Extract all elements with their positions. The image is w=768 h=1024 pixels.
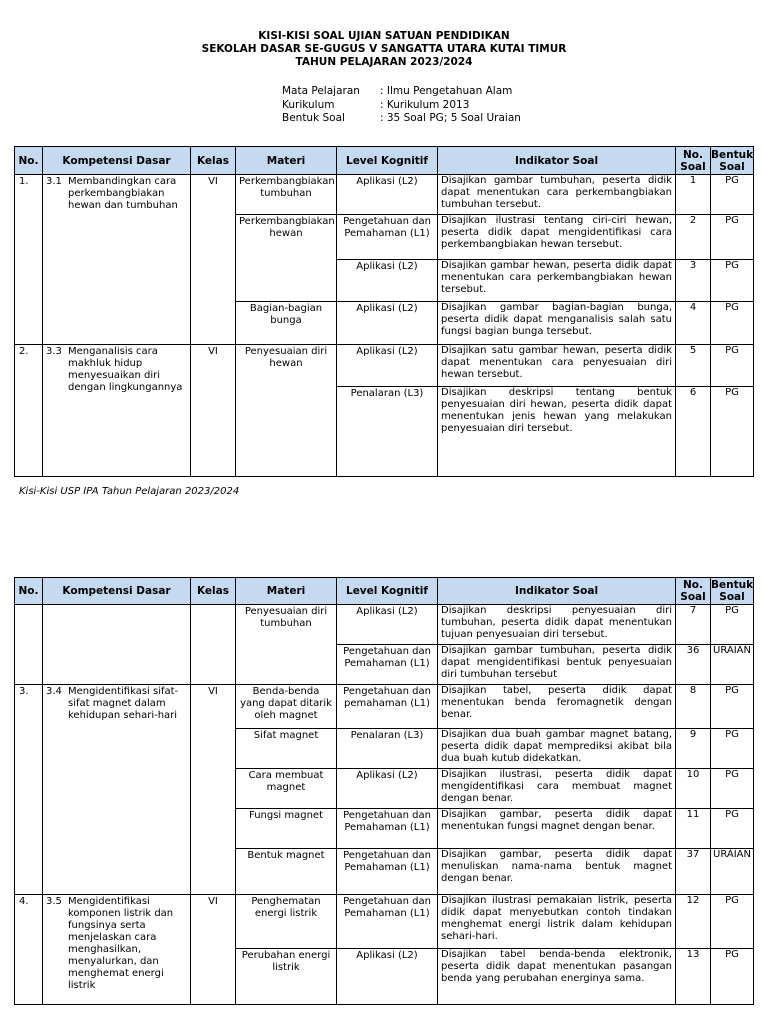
level-cell: Pengetahuan dan pemahaman (L1) <box>337 685 438 729</box>
level-cell: Aplikasi (L2) <box>337 949 438 1005</box>
bentuk-soal-cell: URAIAN <box>711 849 754 895</box>
table-row <box>15 345 754 387</box>
no-soal-cell: 3 <box>676 260 711 302</box>
meta-row-curriculum <box>282 99 521 113</box>
no-soal-cell: 12 <box>676 895 711 949</box>
level-cell: Pengetahuan dan Pemahaman (L1) <box>337 895 438 949</box>
materi-cell: Fungsi magnet <box>236 809 337 849</box>
col-header-bentuk-soal <box>711 147 754 175</box>
no-soal-cell: 10 <box>676 769 711 809</box>
bentuk-soal-cell: PG <box>711 949 754 1005</box>
document-title: KISI-KISI SOAL UJIAN SATUAN PENDIDIKAN <box>258 30 510 42</box>
col-header-kelas: Kelas <box>191 147 236 175</box>
no-soal-cell: 1 <box>676 175 711 215</box>
bentuk-soal-cell: PG <box>711 895 754 949</box>
kd-text: Menganalisis cara makhluk hidup menyesuaikan diri dengan lingkungannya <box>68 346 183 393</box>
row-number: 3. <box>15 685 43 895</box>
meta-row-question-format <box>282 112 521 126</box>
meta-value: : Ilmu Pengetahuan Alam <box>380 85 513 97</box>
no-soal-cell: 9 <box>676 729 711 769</box>
bentuk-soal-cell: PG <box>711 809 754 849</box>
kd-number: 3.5 <box>46 896 62 907</box>
col-header-indikator-soal: Indikator Soal <box>438 578 676 605</box>
kelas-cell: VI <box>191 345 236 477</box>
col-header-line: Soal <box>680 591 706 603</box>
level-cell: Aplikasi (L2) <box>337 345 438 387</box>
meta-label: Kurikulum <box>282 98 335 111</box>
level-cell: Pengetahuan dan Pemahaman (L1) <box>337 645 438 685</box>
col-header-kelas: Kelas <box>191 578 236 605</box>
col-header-line: Soal <box>719 591 745 603</box>
kelas-cell <box>191 605 236 685</box>
materi-cell: Penyesuaian diri tumbuhan <box>236 605 337 685</box>
bentuk-soal-cell: URAIAN <box>711 645 754 685</box>
bentuk-soal-cell: PG <box>711 729 754 769</box>
materi-cell: Perubahan energi listrik <box>236 949 337 1005</box>
meta-label: Bentuk Soal <box>282 112 345 124</box>
table-row <box>15 175 754 215</box>
kompetensi-dasar-cell <box>43 345 191 477</box>
kelas-cell: VI <box>191 895 236 1005</box>
row-number <box>15 605 43 685</box>
school-year: TAHUN PELAJARAN 2023/2024 <box>295 56 473 68</box>
indikator-cell: Disajikan gambar hewan, peserta didik dapat menentukan cara perkembangbiakan hewan tersebut. <box>438 260 676 302</box>
kompetensi-dasar-cell <box>43 175 191 345</box>
row-number: 1. <box>15 175 43 345</box>
materi-cell: Bentuk magnet <box>236 849 337 895</box>
col-header-materi: Materi <box>236 147 337 175</box>
bentuk-soal-cell: PG <box>711 685 754 729</box>
no-soal-cell: 8 <box>676 685 711 729</box>
no-soal-cell: 4 <box>676 302 711 345</box>
kompetensi-dasar-cell <box>43 895 191 1005</box>
table-row <box>15 895 754 949</box>
no-soal-cell: 37 <box>676 849 711 895</box>
table-row <box>15 605 754 645</box>
materi-cell: Penyesuaian diri hewan <box>236 345 337 477</box>
indikator-cell: Disajikan ilustrasi pemakaian listrik, peserta didik dapat menyebutkan contoh tindakan menghemat energi listrik dalam kehidupan sehari-hari. <box>438 895 676 949</box>
col-header-no-soal <box>676 578 711 605</box>
col-header-line: No. <box>683 148 703 161</box>
school-name: SEKOLAH DASAR SE-GUGUS V SANGATTA UTARA KUTAI TIMUR <box>201 43 567 55</box>
row-number: 4. <box>15 895 43 1005</box>
no-soal-cell: 2 <box>676 215 711 260</box>
col-header-line: No. <box>683 579 703 591</box>
bentuk-soal-cell: PG <box>711 175 754 215</box>
document-header <box>0 30 768 69</box>
col-header-bentuk-soal <box>711 578 754 605</box>
materi-cell: Perkembangbiakan hewan <box>236 215 337 302</box>
level-cell: Aplikasi (L2) <box>337 175 438 215</box>
kd-text: Mengidentifikasi komponen listrik dan fungsinya serta menjelaskan cara menghasilkan, menyalurkan, dan menghemat energi listrik <box>68 896 174 991</box>
no-soal-cell: 11 <box>676 809 711 849</box>
indikator-cell: Disajikan dua buah gambar magnet batang, peserta didik dapat memprediksi akibat bila dua buah kutub didekatkan. <box>438 729 676 769</box>
kd-number: 3.3 <box>46 346 62 357</box>
level-cell: Penalaran (L3) <box>337 387 438 477</box>
indikator-cell: Disajikan deskripsi tentang bentuk penyesuaian diri hewan, peserta didik dapat menentukan jenis hewan yang melakukan penyesuaian diri tersebut. <box>438 387 676 477</box>
kelas-cell: VI <box>191 685 236 895</box>
no-soal-cell: 36 <box>676 645 711 685</box>
level-cell: Aplikasi (L2) <box>337 769 438 809</box>
col-header-no: No. <box>15 147 43 175</box>
grid-table-1 <box>14 146 754 477</box>
footer-note: Kisi-Kisi USP IPA Tahun Pelajaran 2023/2024 <box>19 486 240 497</box>
indikator-cell: Disajikan tabel, peserta didik dapat menentukan benda feromagnetik dengan benar. <box>438 685 676 729</box>
bentuk-soal-cell: PG <box>711 302 754 345</box>
kd-text: Membandingkan cara perkembangbiakan hewan dan tumbuhan <box>68 176 178 211</box>
table-row <box>15 685 754 729</box>
meta-row-subject <box>282 85 521 99</box>
materi-cell: Bagian-bagian bunga <box>236 302 337 345</box>
materi-cell: Penghematan energi listrik <box>236 895 337 949</box>
indikator-cell: Disajikan ilustrasi, peserta didik dapat mengidentifikasi cara membuat magnet dengan benar. <box>438 769 676 809</box>
kelas-cell: VI <box>191 175 236 345</box>
level-cell: Pengetahuan dan Pemahaman (L1) <box>337 849 438 895</box>
indikator-cell: Disajikan gambar tumbuhan, peserta didik dapat mengidentifikasi bentuk penyesuaian diri tumbuhan tersebut <box>438 645 676 685</box>
header-row <box>15 147 754 175</box>
kompetensi-dasar-cell <box>43 685 191 895</box>
materi-cell: Sifat magnet <box>236 729 337 769</box>
indikator-cell: Disajikan deskripsi penyesuaian diri tumbuhan, peserta didik dapat menentukan tujuan penyesuaian diri tersebut. <box>438 605 676 645</box>
level-cell: Aplikasi (L2) <box>337 302 438 345</box>
indikator-cell: Disajikan satu gambar hewan, peserta didik dapat menentukan cara penyesuaian diri hewan tersebut. <box>438 345 676 387</box>
col-header-line: Bentuk <box>711 579 754 591</box>
no-soal-cell: 6 <box>676 387 711 477</box>
kd-number: 3.1 <box>46 176 62 187</box>
materi-cell: Cara membuat magnet <box>236 769 337 809</box>
grid-table-2 <box>14 577 754 1005</box>
col-header-indikator-soal: Indikator Soal <box>438 147 676 175</box>
col-header-no: No. <box>15 578 43 605</box>
kd-number: 3.4 <box>46 686 62 697</box>
indikator-cell: Disajikan tabel benda-benda elektronik, peserta didik dapat menentukan pasangan benda yang perubahan energinya sama. <box>438 949 676 1005</box>
bentuk-soal-cell: PG <box>711 605 754 645</box>
indikator-cell: Disajikan ilustrasi tentang ciri-ciri hewan, peserta didik dapat mengidentifikasi cara perkembangbiakan hewan tersebut. <box>438 215 676 260</box>
level-cell: Pengetahuan dan Pemahaman (L1) <box>337 809 438 849</box>
col-header-level-kognitif: Level Kognitif <box>337 578 438 605</box>
col-header-no-soal <box>676 147 711 175</box>
row-number: 2. <box>15 345 43 477</box>
materi-cell: Perkembangbiakan tumbuhan <box>236 175 337 215</box>
level-cell: Aplikasi (L2) <box>337 605 438 645</box>
subject-info <box>282 85 521 126</box>
no-soal-cell: 13 <box>676 949 711 1005</box>
col-header-materi: Materi <box>236 578 337 605</box>
indikator-cell: Disajikan gambar, peserta didik dapat menentukan fungsi magnet dengan benar. <box>438 809 676 849</box>
col-header-line: Bentuk <box>711 148 754 161</box>
bentuk-soal-cell: PG <box>711 769 754 809</box>
no-soal-cell: 5 <box>676 345 711 387</box>
col-header-kompetensi-dasar: Kompetensi Dasar <box>43 147 191 175</box>
meta-label: Mata Pelajaran <box>282 85 360 97</box>
bentuk-soal-cell: PG <box>711 260 754 302</box>
bentuk-soal-cell: PG <box>711 345 754 387</box>
indikator-cell: Disajikan gambar, peserta didik dapat menuliskan nama-nama bentuk magnet dengan benar. <box>438 849 676 895</box>
level-cell: Penalaran (L3) <box>337 729 438 769</box>
header-row <box>15 578 754 605</box>
col-header-line: Soal <box>680 160 706 173</box>
indikator-cell: Disajikan gambar tumbuhan, peserta didik dapat menentukan cara perkembangbiakan tumbuhan tersebut. <box>438 175 676 215</box>
col-header-level-kognitif: Level Kognitif <box>337 147 438 175</box>
bentuk-soal-cell: PG <box>711 215 754 260</box>
col-header-kompetensi-dasar: Kompetensi Dasar <box>43 578 191 605</box>
materi-cell: Benda-benda yang dapat ditarik oleh magnet <box>236 685 337 729</box>
kd-text: Mengidentifikasi sifat-sifat magnet dalam kehidupan sehari-hari <box>68 686 179 721</box>
meta-value: : Kurikulum 2013 <box>380 98 470 111</box>
indikator-cell: Disajikan gambar bagian-bagian bunga, peserta didik dapat menganalisis salah satu fungsi bagian bunga tersebut. <box>438 302 676 345</box>
bentuk-soal-cell: PG <box>711 387 754 477</box>
no-soal-cell: 7 <box>676 605 711 645</box>
level-cell: Aplikasi (L2) <box>337 260 438 302</box>
kompetensi-dasar-cell <box>43 605 191 685</box>
meta-value: : 35 Soal PG; 5 Soal Uraian <box>380 112 521 124</box>
col-header-line: Soal <box>719 160 745 173</box>
level-cell: Pengetahuan dan Pemahaman (L1) <box>337 215 438 260</box>
